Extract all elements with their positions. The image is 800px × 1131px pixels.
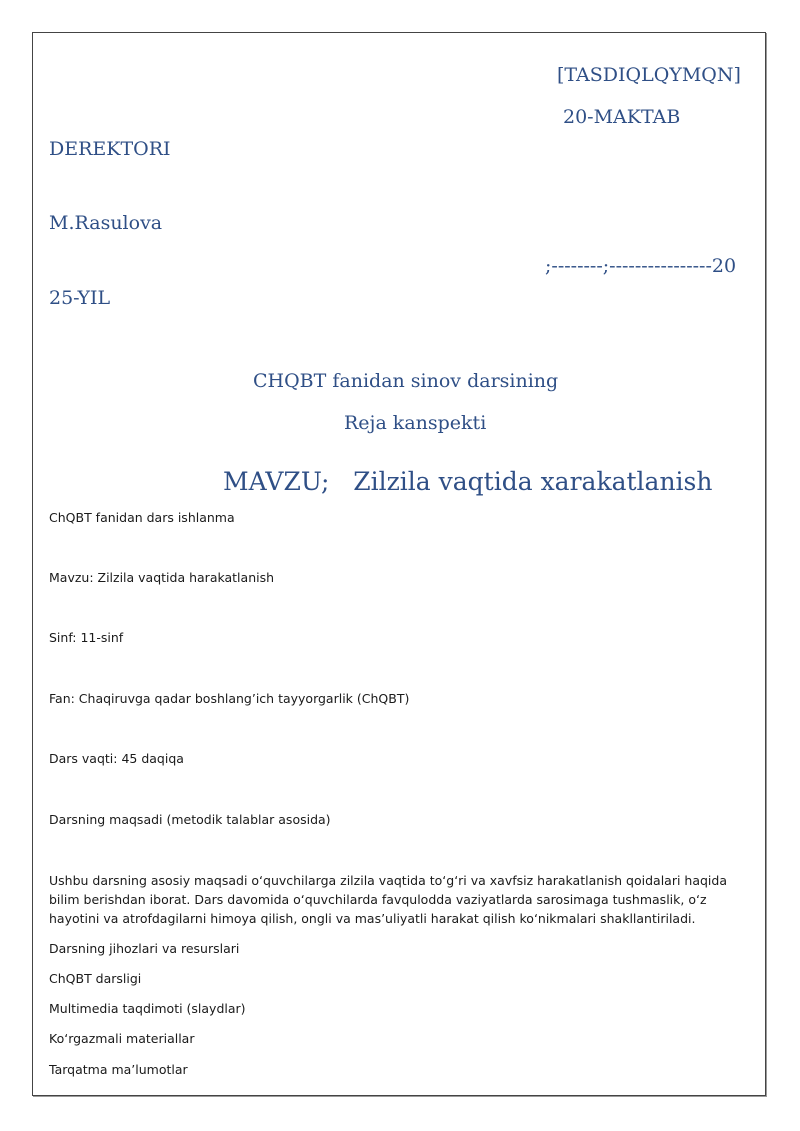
approval-year: 25-YIL [49,287,111,309]
resource-item: ChQBT darsligi [49,971,142,986]
approval-stamp: [TASDIQLQYMQN] [557,64,741,86]
title-topic: MAVZU; Zilzila vaqtida xarakatlanish [223,467,713,496]
page-border [32,32,766,1096]
title-line-1: CHQBT fanidan sinov darsining [253,370,559,392]
goal-paragraph: Ushbu darsning asosiy maqsadi o‘quvchilarga zilzila vaqtida to‘g‘ri va xavfsiz harakatlanish qoidalari haqida bilim berishdan iborat. Dars davomida o‘quvchilarda favqulodda vaziyatlarda sarosimaga tushmaslik, o‘z hayotini va atrofdagilarni himoya qilish, ongli va mas’uliyatli harakat qilish ko‘nikmalari shakllantiriladi. [49,873,728,926]
lesson-duration: Dars vaqti: 45 daqiqa [49,751,184,766]
lesson-subject: Fan: Chaqiruvga qadar boshlang’ich tayyorgarlik (ChQBT) [49,691,410,706]
resource-item: Tarqatma ma’lumotlar [49,1062,188,1077]
lesson-heading: ChQBT fanidan dars ishlanma [49,510,235,525]
resource-item: Multimedia taqdimoti (slaydlar) [49,1001,246,1016]
approval-school: 20-MAKTAB [563,106,681,128]
resource-item: Ko‘rgazmali materiallar [49,1031,195,1046]
resources-heading: Darsning jihozlari va resurslari [49,941,240,956]
lesson-grade: Sinf: 11-sinf [49,630,124,645]
approval-director-name: M.Rasulova [49,212,163,234]
lesson-topic: Mavzu: Zilzila vaqtida harakatlanish [49,570,275,585]
title-line-2: Reja kanspekti [344,412,487,434]
goal-heading: Darsning maqsadi (metodik talablar asosida) [49,812,331,827]
approval-date-line: ;--------;----------------20 [545,255,737,277]
approval-director-title: DEREKTORI [49,138,171,160]
